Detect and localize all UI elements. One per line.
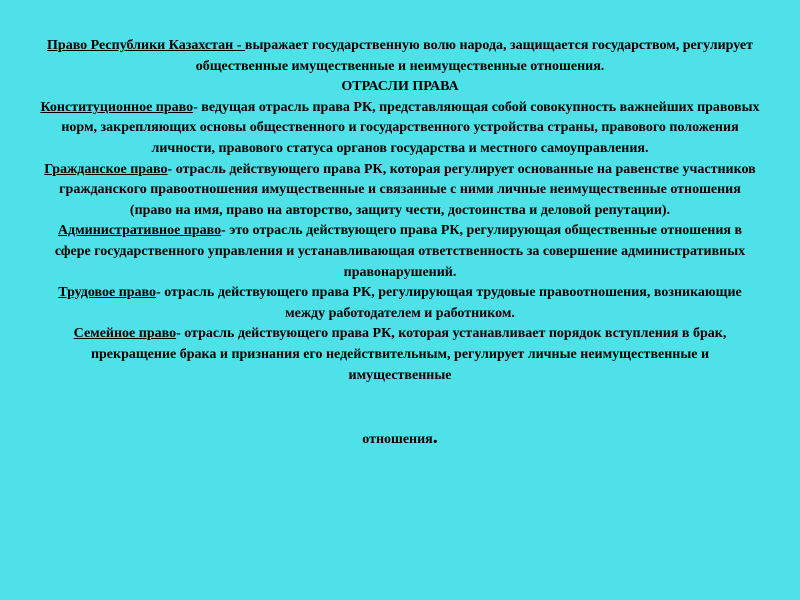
branch-civil bbox=[40, 160, 760, 222]
final-line-text: отношения bbox=[362, 432, 433, 448]
branch-term: Административное право bbox=[57, 223, 222, 239]
branch-definition: - это отрасль действующего права РК, регулирующая общественные отношения в сфере государственного управления и устанавливающая ответственность за совершение административных правонарушений. bbox=[54, 223, 746, 280]
branch-term: Гражданское право bbox=[44, 161, 168, 177]
branch-term: Конституционное право bbox=[40, 99, 194, 115]
final-line bbox=[40, 426, 760, 451]
intro-dash: - bbox=[236, 38, 245, 53]
final-dot: . bbox=[432, 426, 438, 449]
intro-text: выражает государственную волю народа, защищается государством, регулирует общественные имущественные и неимущественные отношения. bbox=[195, 38, 753, 74]
intro-paragraph bbox=[40, 36, 760, 77]
paragraph-gap bbox=[40, 386, 760, 430]
branch-labor bbox=[40, 283, 760, 324]
intro-term: Право Республики Казахстан bbox=[47, 38, 237, 53]
branch-term: Семейное право bbox=[73, 326, 177, 342]
branch-term: Трудовое право bbox=[58, 285, 157, 301]
branch-definition: - отрасль действующего права РК, которая регулирует основанные на равенстве участников гражданского правоотношения имущественные и связанные с ними личные неимущественные отношения (право на имя, право на авторство, защиту чести, достоинства и деловой репутации). bbox=[59, 161, 756, 218]
branch-definition: - отрасль действующего права РК, которая устанавливает порядок вступления в брак, прекращение брака и признания его недействительным, регулирует личные неимущественные и имущественные bbox=[90, 326, 727, 383]
branch-family bbox=[40, 324, 760, 386]
slide-text bbox=[40, 36, 760, 451]
section-heading: ОТРАСЛИ ПРАВА bbox=[341, 79, 459, 95]
branch-definition: - отрасль действующего права РК, регулирующая трудовые правоотношения, возникающие между работодателем и работником. bbox=[156, 285, 742, 321]
branch-administrative bbox=[40, 221, 760, 283]
branch-constitutional bbox=[40, 98, 760, 160]
branch-definition: - ведущая отрасль права РК, представляющая собой совокупность важнейших правовых норм, закрепляющих основы общественного и государственного устройства страны, правового положения личности, правового статуса органов государства и местного самоуправления. bbox=[61, 99, 760, 156]
